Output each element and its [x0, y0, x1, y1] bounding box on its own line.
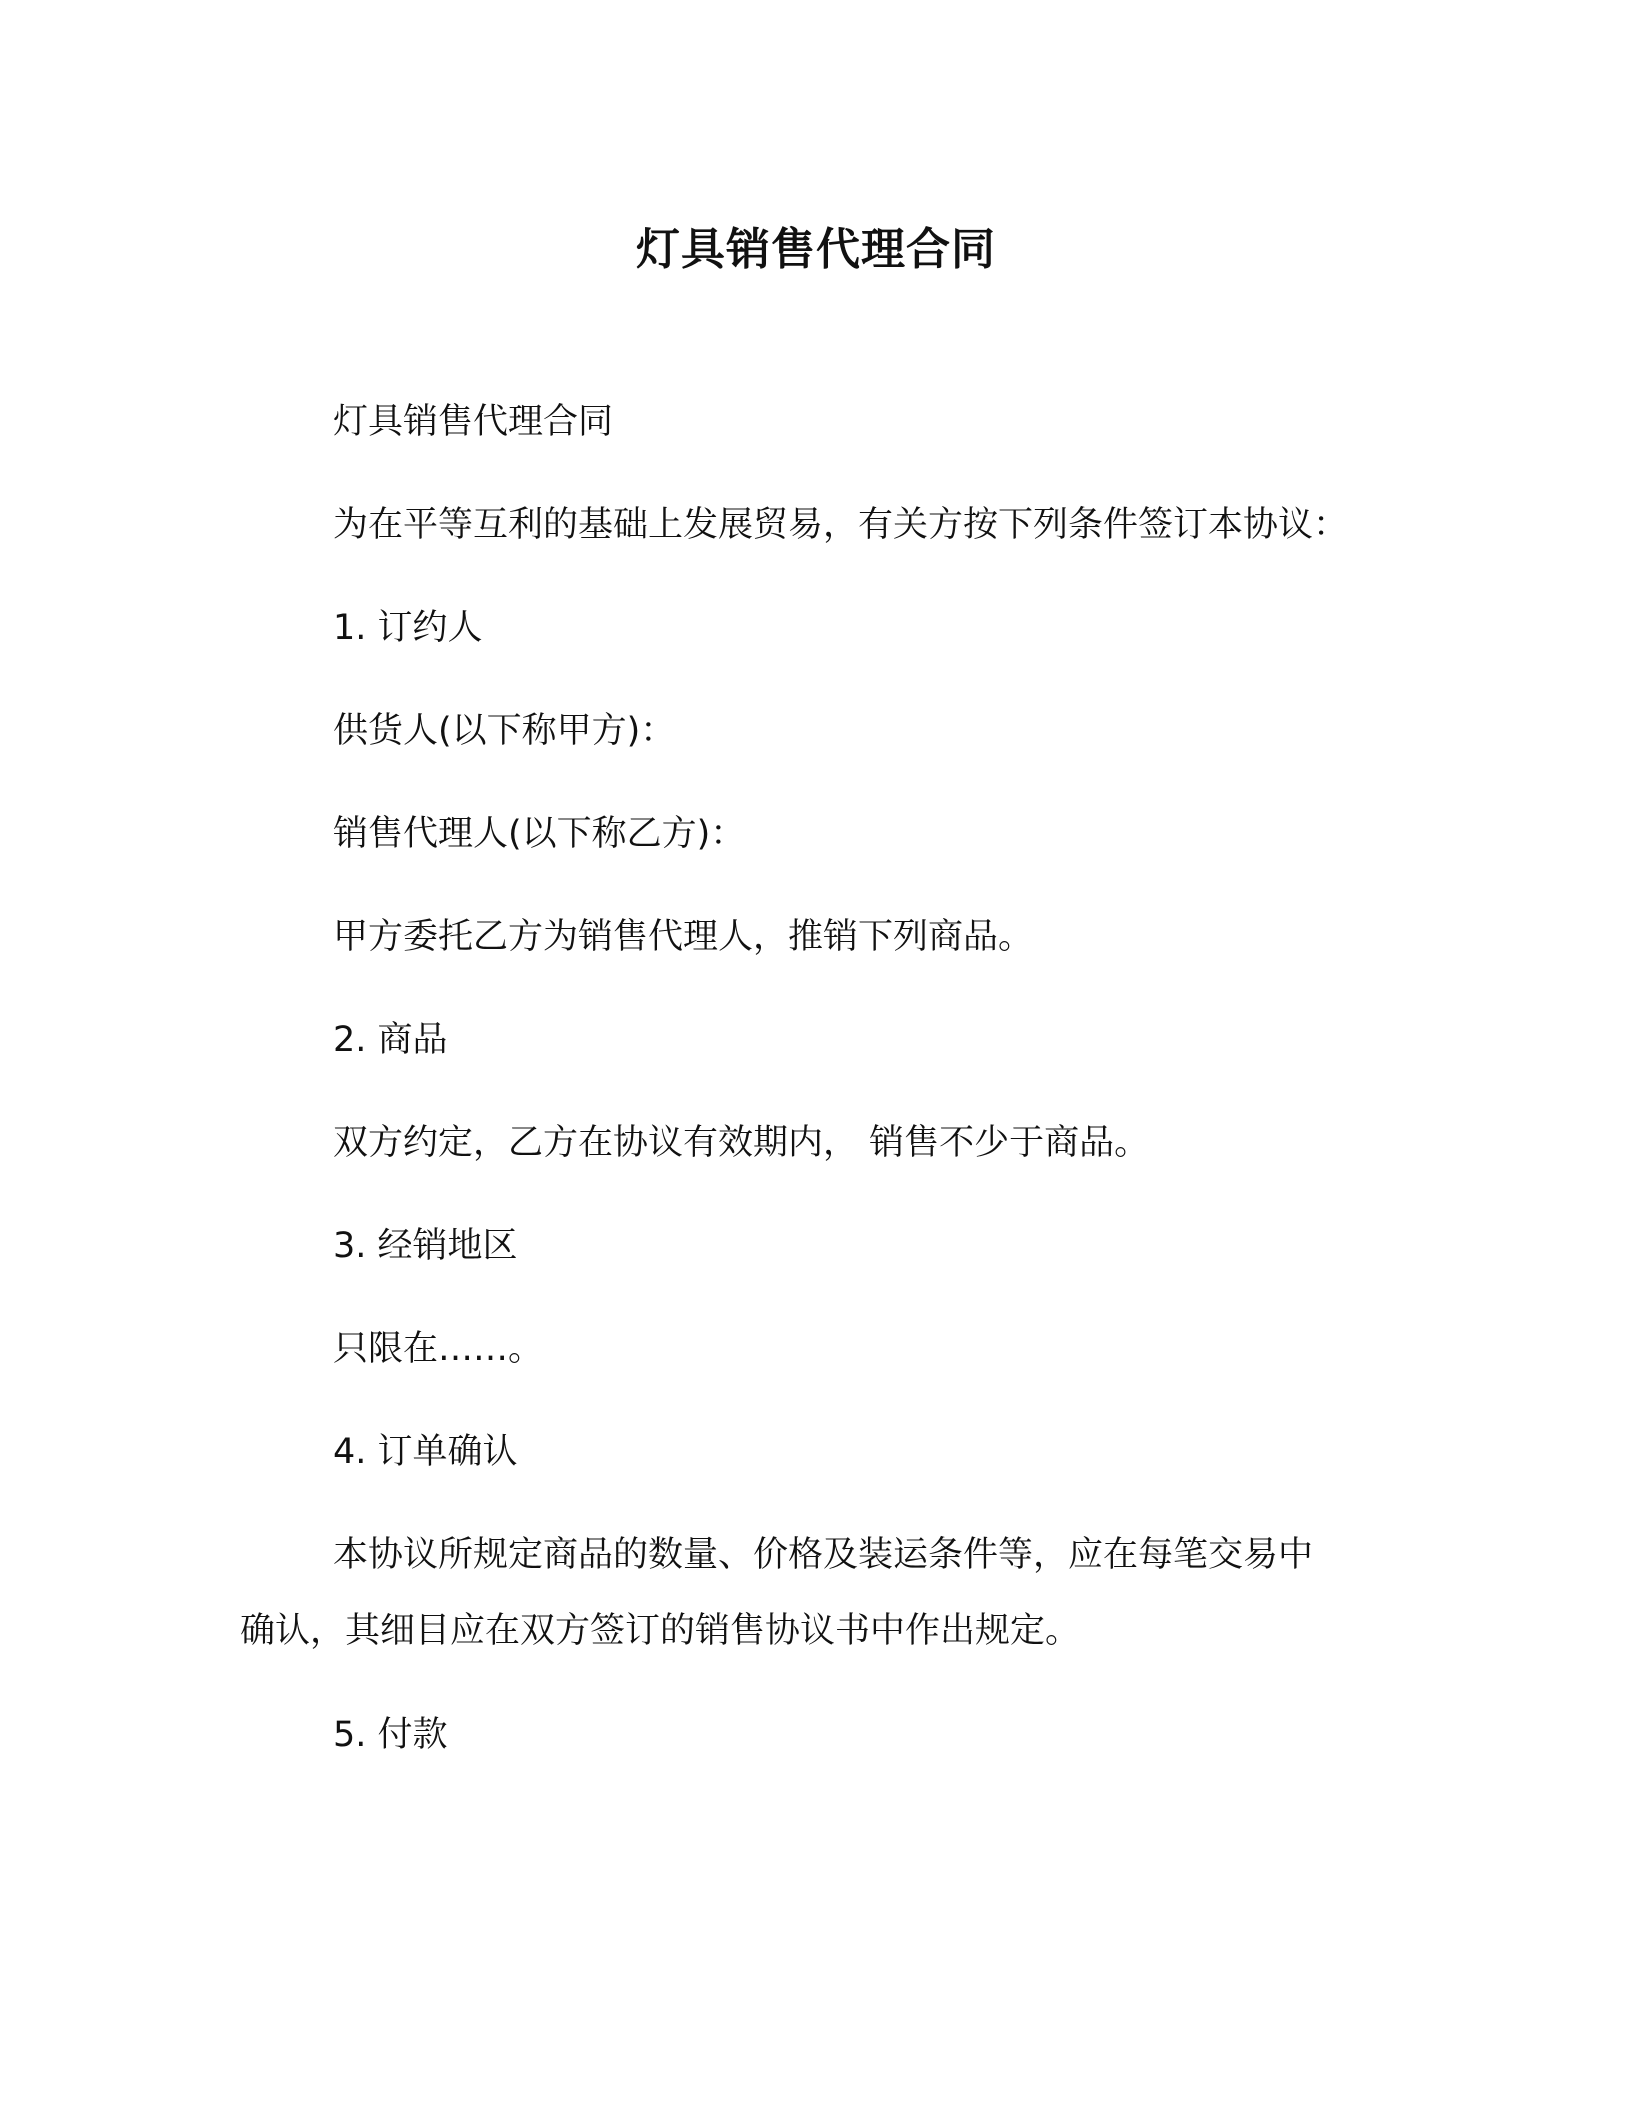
paragraph-agent: 销售代理人(以下称乙方)：: [333, 814, 746, 854]
paragraph-supplier: 供货人(以下称甲方)：: [333, 711, 676, 751]
paragraph-preamble: 为在平等互利的基础上发展贸易，有关方按下列条件签订本协议：: [333, 505, 1349, 545]
paragraph-goods: 双方约定，乙方在协议有效期内， 销售不少于商品。: [333, 1123, 1150, 1163]
document-title: 灯具销售代理合同: [636, 224, 996, 275]
section-heading-4: 4. 订单确认: [333, 1432, 518, 1472]
section-heading-5: 5. 付款: [333, 1715, 448, 1755]
paragraph-region: 只限在……。: [333, 1329, 544, 1369]
paragraph-subtitle: 灯具销售代理合同: [333, 402, 614, 442]
paragraph-order-line2: 确认，其细目应在双方签订的销售协议书中作出规定。: [240, 1611, 1081, 1651]
paragraph-order-line1: 本协议所规定商品的数量、价格及装运条件等，应在每笔交易中: [333, 1535, 1314, 1575]
paragraph-entrust: 甲方委托乙方为销售代理人，推销下列商品。: [333, 917, 1034, 957]
section-heading-1: 1. 订约人: [333, 608, 483, 648]
section-heading-3: 3. 经销地区: [333, 1226, 518, 1266]
section-heading-2: 2. 商品: [333, 1020, 448, 1060]
